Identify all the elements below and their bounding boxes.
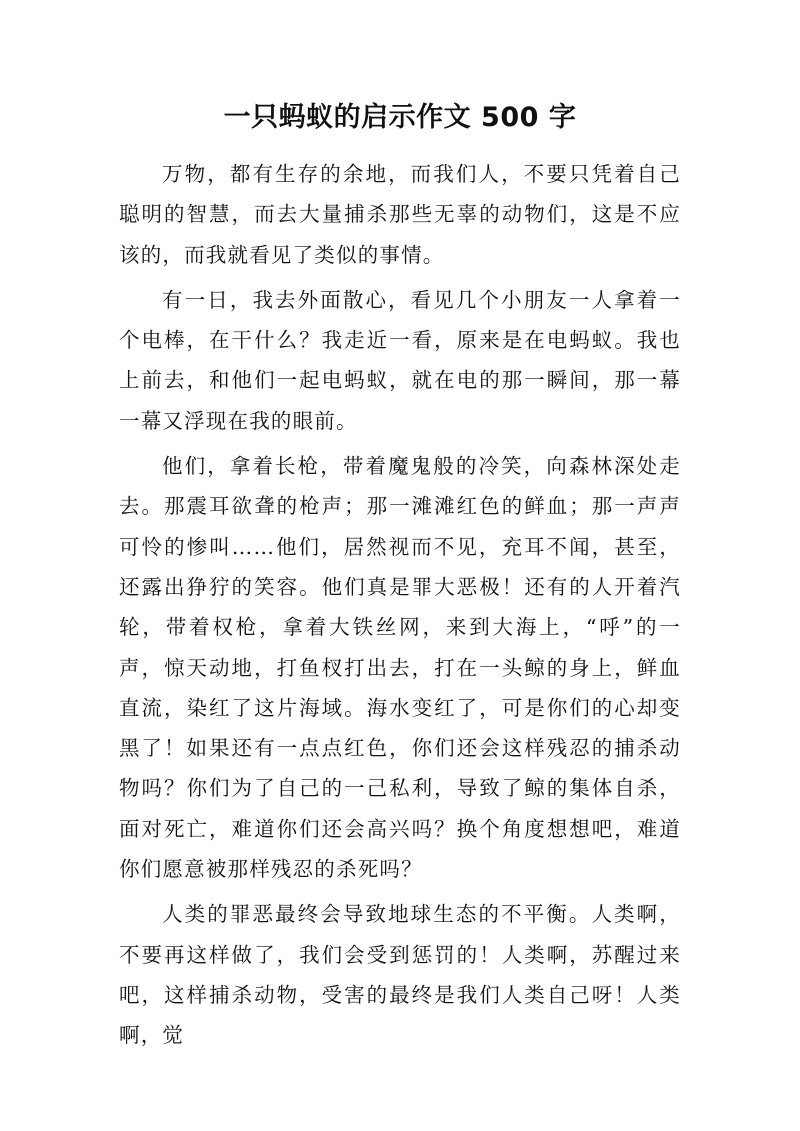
paragraph-2: 有一日，我去外面散心，看见几个小朋友一人拿着一个电棒，在干什么？我走近一看，原来是在电蚂蚁。我也上前去，和他们一起电蚂蚁，就在电的那一瞬间，那一幕一幕又浮现在我的眼前。: [119, 287, 681, 433]
paragraph-1: 万物，都有生存的余地，而我们人，不要只凭着自己聪明的智慧，而去大量捕杀那些无辜的动物们，这是不应该的，而我就看见了类似的事情。: [119, 162, 681, 267]
document-title: 一只蚂蚁的启示作文 500 字: [223, 102, 577, 133]
document-body: [119, 154, 681, 1061]
paragraph-4: 人类的罪恶最终会导致地球生态的不平衡。人类啊，不要再这样做了，我们会受到惩罚的！人类啊，苏醒过来吧，这样捕杀动物，受害的最终是我们人类自己呀！人类啊，觉: [119, 902, 681, 1048]
paragraph-3: 他们，拿着长枪，带着魔鬼般的冷笑，向森林深处走去。那震耳欲聋的枪声；那一滩滩红色的鲜血；那一声声可怜的惨叫……他们，居然视而不见，充耳不闻，甚至，还露出狰狞的笑容。他们真是罪大恶极！还有的人开着汽轮，带着权枪，拿着大铁丝网，来到大海上，“呼”的一声，惊天动地，打鱼杈打出去，打在一头鲸的身上，鲜血直流，染红了这片海域。海水变红了，可是你们的心却变黑了！如果还有一点点红色，你们还会这样残忍的捕杀动物吗？你们为了自己的一己私利，导致了鲸的集体自杀，面对死亡，难道你们还会高兴吗？换个角度想想吧，难道你们愿意被那样残忍的杀死吗？: [119, 454, 681, 882]
